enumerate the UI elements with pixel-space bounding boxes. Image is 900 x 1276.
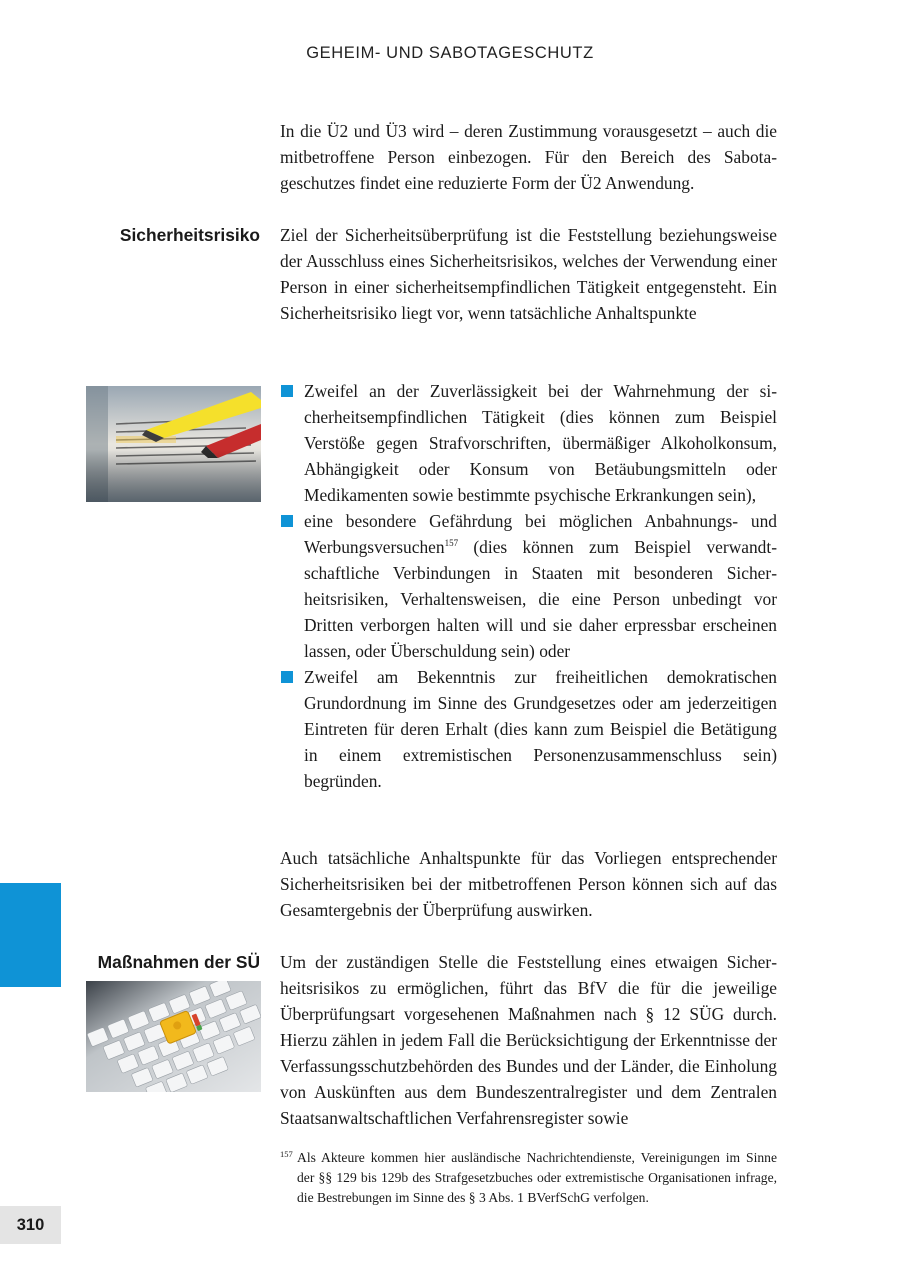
highlighter-photo — [86, 386, 261, 502]
security-risk-paragraph: Ziel der Sicherheitsüberprüfung ist die Feststellung beziehungsweise der Ausschluss eines Sicherheitsrisikos, welches der Verwendung einer Person in einer sicherheitsempfindlichen Tätigkeit entgegensteht. Ein Sicherheitsrisiko liegt vor, wenn tatsächliche Anhaltspunkte — [280, 225, 777, 323]
intro-paragraph: In die Ü2 und Ü3 wird – deren Zustimmung vorausgesetzt – auch die mitbetroffene Person einbezogen. Für den Bereich des Sabotageschutzes findet eine reduzierte Form der Ü2 Anwendung. — [280, 121, 777, 193]
highlighter-image — [86, 386, 261, 502]
measures-paragraph: Um der zuständigen Stelle die Feststellung eines etwaigen Sicherheitsrisikos zu ermöglichen, führt das BfV die für die jeweilige Überprüfungsart vorgesehenen Maßnahmen nach § 12 SÜG durch. Hierzu zählen in jedem Fall die Berücksichtigung der Erkenntnisse der Verfassungsschutzbehörden des Bundes und der Länder, die Einholung von Auskünften aus dem Bundeszentralregister und dem Zentralen Staatsanwaltschaftlichen Verfahrensregister sowie — [280, 952, 777, 1128]
side-heading-security-risk: Sicherheitsrisiko — [119, 225, 260, 245]
footnote-text: Als Akteure kommen hier ausländische Nachrichtendienste, Vereinigungen im Sinne der §§ 129 bis 129b des Strafgesetzbuches oder extremistische Organisationen infrage, die Bestrebungen im Sinne des § 3 Abs. 1 BVerfSchG verfolgen. — [297, 1150, 777, 1205]
list-item-text: Zweifel an der Zuverlässigkeit bei der Wahrnehmung der sicherheitsempfindlichen Tätigkeit (dies können zum Beispiel Verstöße gegen Strafvorschriften, übermäßiger Alkoholkonsum, Abhängigkeit oder Konsum von Betäubungsmitteln oder Medikamenten sowie bestimmte psychische Erkrankungen sein), — [304, 381, 777, 505]
list-item-text: Zweifel am Bekenntnis zur freiheitlichen demokratischen Grundordnung im Sinne des Grundgesetzes oder am jederzeitigen Eintreten für deren Erhalt (dies kann zum Beispiel die Betätigung in einem extremistischen Personenzusammenschluss sein) begründen. — [304, 667, 777, 791]
footnote-reference[interactable]: 157 — [444, 538, 459, 549]
square-bullet-icon — [281, 515, 293, 527]
list-item — [280, 664, 777, 794]
square-bullet-icon — [281, 385, 293, 397]
square-bullet-icon — [281, 671, 293, 683]
side-heading-measures: Maßnahmen der SÜ — [97, 952, 260, 972]
footnote-number: 157 — [280, 1149, 293, 1159]
footnote-157 — [280, 1148, 777, 1208]
list-item — [280, 378, 777, 508]
risk-criteria-list — [280, 378, 777, 794]
keyboard-photo — [86, 981, 261, 1092]
coaffected-paragraph: Auch tatsächliche Anhaltspunkte für das Vorliegen entsprechender Sicherheitsrisiken bei der mitbetroffenen Person können sich auf das Gesamtergebnis der Überprüfung auswirken. — [280, 848, 777, 920]
list-item-text: eine besondere Gefährdung bei möglichen Anbahnungs- und Werbungsversuchen — [304, 511, 777, 557]
list-item-text-continued: (dies können zum Beispiel verwandtschaftliche Verbindungen in Staaten mit besonderen Sicherheitsrisiken, Verhaltensweisen, die eine Person unbedingt vor Dritten verborgen halten will und sie daher erpressbar erscheinen lassen, oder Überschuldung sein) oder — [304, 537, 777, 661]
chapter-tab-marker — [0, 883, 61, 987]
list-item — [280, 508, 777, 664]
keyboard-image — [86, 981, 261, 1092]
page-number: 310 — [0, 1206, 61, 1244]
running-header: GEHEIM- UND SABOTAGESCHUTZ — [306, 44, 594, 62]
